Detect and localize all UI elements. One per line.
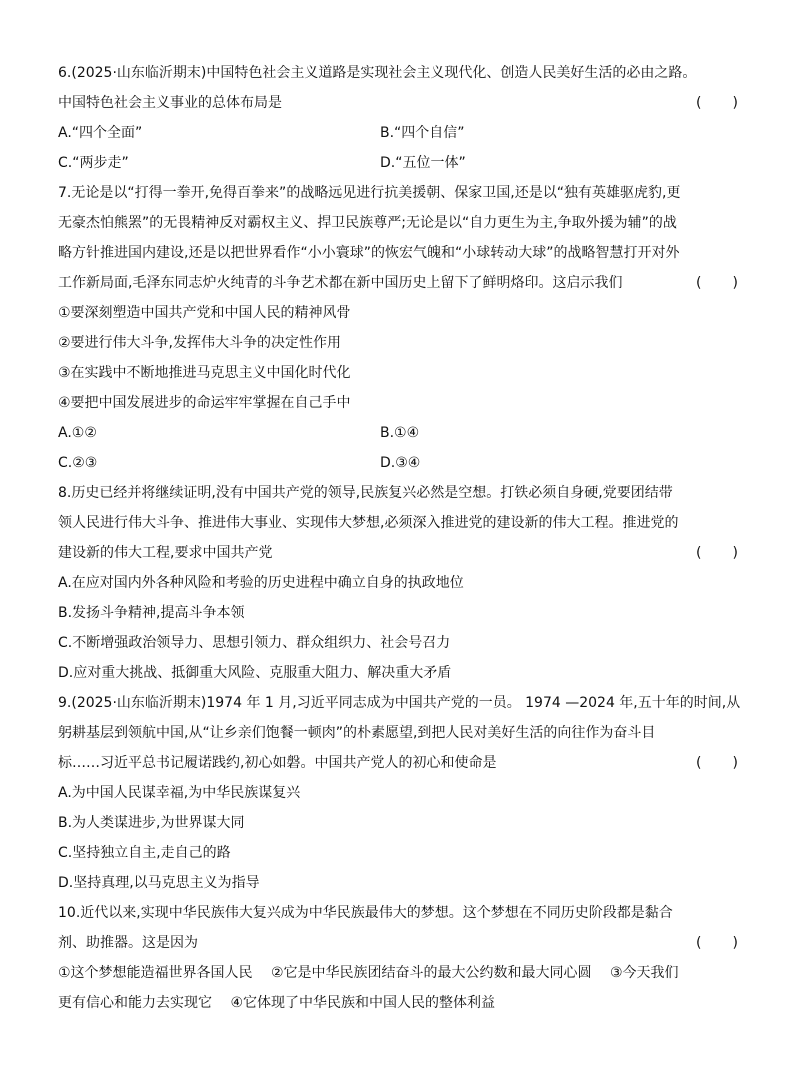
question-9-stem-line-1: 9.(2025·山东临沂期末)1974 年 1 月,习近平同志成为中国共产党的一员。 1974 —2024 年,五十年的时间,从 [58,695,741,711]
question-7-stem-text: 工作新局面,毛泽东同志炉火纯青的斗争艺术都在新中国历史上留下了鲜明烙印。这启示我们 [58,275,623,291]
question-7-options-row-2 [58,448,738,478]
question-6-option-b: B.“四个自信” [380,125,465,141]
question-8-option-a: A.在应对国内外各种风险和考验的历史进程中确立自身的执政地位 [58,575,464,591]
question-6-options-row-1 [58,118,738,148]
paren-open: ( [696,95,702,111]
question-7-statement-2: ②要进行伟大斗争,发挥伟大斗争的决定性作用 [58,335,341,351]
answer-paren [696,748,738,778]
question-7-stem-line-4 [58,268,738,298]
paren-close: ) [732,755,738,771]
question-7-option-d: D.③④ [380,455,421,471]
paren-close: ) [732,275,738,291]
question-9-stem-line-3 [58,748,738,778]
paren-close: ) [732,95,738,111]
paren-open: ( [696,755,702,771]
paren-close: ) [732,935,738,951]
answer-paren [696,268,738,298]
question-9 [58,688,741,898]
question-7-stem-line-2: 无豪杰怕熊罴”的无畏精神反对霸权主义、捍卫民族尊严;无论是以“自力更生为主,争取外援为辅”的战 [58,215,677,231]
question-9-option-d: D.坚持真理,以马克思主义为指导 [58,875,260,891]
question-6-option-a: A.“四个全面” [58,125,143,141]
paren-close: ) [732,545,738,561]
question-10-statements-line-1: ①这个梦想能造福世界各国人民 ②它是中华民族团结奋斗的最大公约数和最大同心圆 ③今天我们 [58,965,679,981]
question-10-statements-line-2: 更有信心和能力去实现它 ④它体现了中华民族和中国人民的整体利益 [58,995,495,1011]
question-8-stem-text: 建设新的伟大工程,要求中国共产党 [58,545,273,561]
question-7-option-b: B.①④ [380,425,420,441]
question-9-option-a: A.为中国人民谋幸福,为中华民族谋复兴 [58,785,301,801]
question-6-options-row-2 [58,148,738,178]
question-6 [58,58,738,178]
question-10-stem-line-1: 10.近代以来,实现中华民族伟大复兴成为中华民族最伟大的梦想。这个梦想在不同历史阶段都是黏合 [58,905,673,921]
paren-open: ( [696,935,702,951]
question-8-stem-line-2: 领人民进行伟大斗争、推进伟大事业、实现伟大梦想,必须深入推进党的建设新的伟大工程。推进党的 [58,515,679,531]
question-6-stem-line-1: 6.(2025·山东临沂期末)中国特色社会主义道路是实现社会主义现代化、创造人民美好生活的必由之路。 [58,65,697,81]
question-9-stem-line-2: 躬耕基层到领航中国,从“让乡亲们饱餐一顿肉”的朴素愿望,到把人民对美好生活的向往作为奋斗目 [58,725,656,741]
question-8-option-d: D.应对重大挑战、抵御重大风险、克服重大阻力、解决重大矛盾 [58,665,452,681]
question-9-option-b: B.为人类谋进步,为世界谋大同 [58,815,245,831]
question-10-stem-line-2 [58,928,738,958]
question-8-option-b: B.发扬斗争精神,提高斗争本领 [58,605,245,621]
question-7-statement-3: ③在实践中不断地推进马克思主义中国化时代化 [58,365,351,381]
answer-paren [696,538,738,568]
question-8-stem-line-1: 8.历史已经并将继续证明,没有中国共产党的领导,民族复兴必然是空想。打铁必须自身硬,党要团结带 [58,485,673,501]
question-7 [58,178,738,478]
question-6-stem-text: 中国特色社会主义事业的总体布局是 [58,95,282,111]
question-6-option-d: D.“五位一体” [380,155,466,171]
question-7-stem-line-3: 略方针推进国内建设,还是以把世界看作“小小寰球”的恢宏气魄和“小球转动大球”的战略智慧打开对外 [58,245,680,261]
question-6-option-c: C.“两步走” [58,155,129,171]
answer-paren [696,88,738,118]
question-7-options-row-1 [58,418,738,448]
question-7-statement-1: ①要深刻塑造中国共产党和中国人民的精神风骨 [58,305,351,321]
paren-open: ( [696,275,702,291]
question-10 [58,898,738,1018]
question-8 [58,478,738,688]
question-6-stem-line-2 [58,88,738,118]
question-8-option-c: C.不断增强政治领导力、思想引领力、群众组织力、社会号召力 [58,635,451,651]
question-8-stem-line-3 [58,538,738,568]
answer-paren [696,928,738,958]
question-9-option-c: C.坚持独立自主,走自己的路 [58,845,231,861]
question-7-option-a: A.①② [58,425,97,441]
question-10-stem-text: 剂、助推器。这是因为 [58,935,198,951]
question-7-option-c: C.②③ [58,455,98,471]
question-9-stem-text: 标……习近平总书记履诺践约,初心如磐。中国共产党人的初心和使命是 [58,755,497,771]
question-7-statement-4: ④要把中国发展进步的命运牢牢掌握在自己手中 [58,395,351,411]
question-7-stem-line-1: 7.无论是以“打得一拳开,免得百拳来”的战略远见进行抗美援朝、保家卫国,还是以“独有英雄驱虎豹,更 [58,185,681,201]
paren-open: ( [696,545,702,561]
